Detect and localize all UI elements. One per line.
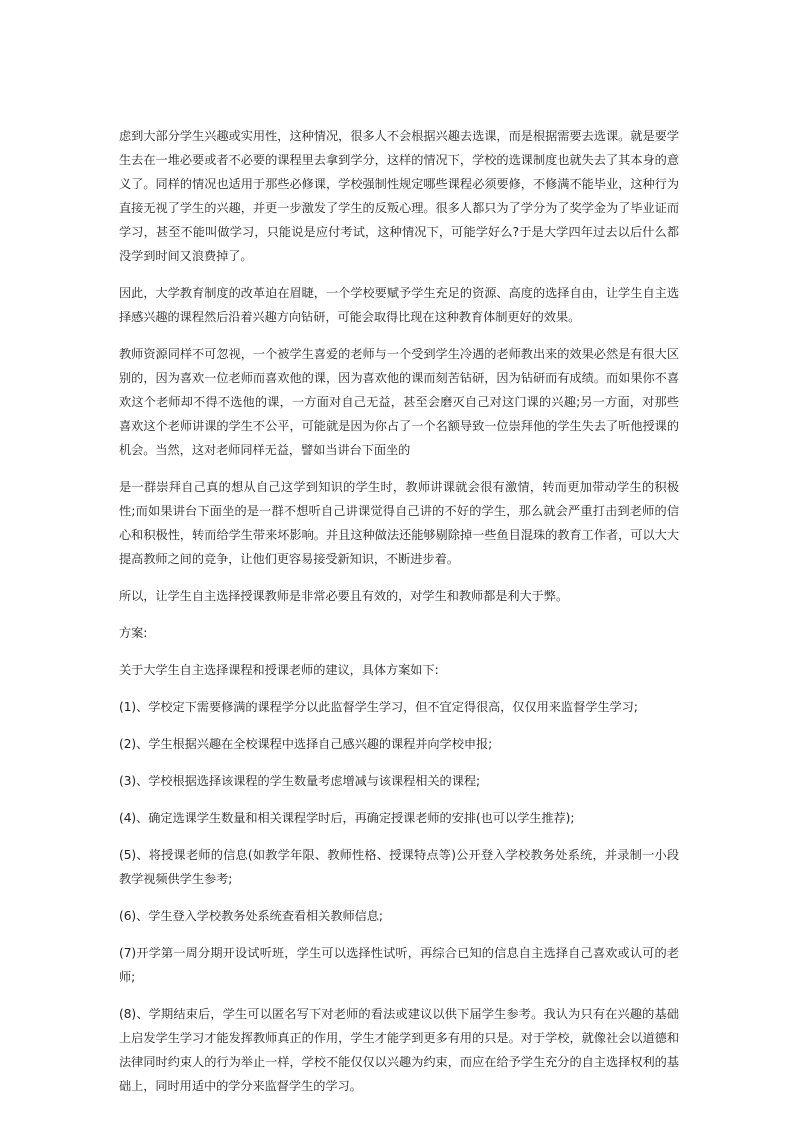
plan-intro: 关于大学生自主选择课程和授课老师的建议，具体方案如下: <box>119 663 439 677</box>
document-body <box>119 124 679 1098</box>
plan-item-5: (5)、将授课老师的信息(如教学年限、教师性格、授课特点等)公开登入学校教务处系统，并录制一小段教学视频供学生参考; <box>119 848 679 886</box>
paragraph-teacher-continued: 是一群崇拜自己真的想从自己这学到知识的学生时，教师讲课就会很有激情，转而更加带动学生的积极性;而如果讲台下面坐的是一群不想听自己讲课觉得自己讲的不好的学生，那么就会严重打击到老师的信心和积极性，转而给学生带来坏影响。并且这种做法还能够剔除掉一些鱼目混珠的教育工作者，可以大大提高教师之间的竞争，让他们更容易接受新知识，不断进步着。 <box>119 480 679 566</box>
paragraph-reform: 因此，大学教育制度的改革迫在眉睫，一个学校要赋予学生充足的资源、高度的选择自由，让学生自主选择感兴趣的课程然后沿着兴趣方向钻研，可能会取得比现在这种教育体制更好的效果。 <box>119 286 679 324</box>
plan-item-1: (1)、学校定下需要修满的课程学分以此监督学生学习，但不宜定得很高，仅仅用来监督学生学习; <box>119 700 638 714</box>
plan-item-2: (2)、学生根据兴趣在全校课程中选择自己感兴趣的课程并向学校申报; <box>119 737 493 751</box>
plan-item-7: (7)开学第一周分期开设试听班，学生可以选择性试听，再综合已知的信息自主选择自己喜欢或认可的老师; <box>119 946 679 984</box>
section-heading-plan: 方案: <box>119 626 148 640</box>
paragraph-course-selection: 虑到大部分学生兴趣或实用性，这种情况，很多人不会根据兴趣去选课，而是根据需要去选课。就是要学生去在一堆必要或者不必要的课程里去拿到学分，这样的情况下，学校的选课制度也就失去了其本身的意义了。同样的情况也适用于那些必修课，学校强制性规定哪些课程必须要修，不修满不能毕业，这种行为直接无视了学生的兴趣，并更一步激发了学生的反叛心理。很多人都只为了学分为了奖学金为了毕业证而学习，甚至不能叫做学习，只能说是应付考试，这种情况下，可能学好么?于是大学四年过去以后什么都没学到时间又浪费掉了。 <box>119 129 679 263</box>
plan-item-6: (6)、学生登入学校教务处系统查看相关教师信息; <box>119 909 383 923</box>
plan-item-3: (3)、学校根据选择该课程的学生数量考虑增减与该课程相关的课程; <box>119 774 481 788</box>
plan-item-8: (8)、学期结束后，学生可以匿名写下对老师的看法或建议以供下届学生参考。我认为只有在兴趣的基础上启发学生学习才能发挥教师真正的作用，学生才能学到更多有用的只是。对于学校，就像社会以道德和法律同时约束人的行为举止一样，学校不能仅仅以兴趣为约束，而应在给予学生充分的自主选择权利的基础上，同时用适中的学分来监督学生的学习。 <box>119 1007 679 1093</box>
paragraph-conclusion: 所以，让学生自主选择授课教师是非常必要且有效的，对学生和教师都是利大于弊。 <box>119 589 569 603</box>
plan-item-4: (4)、确定选课学生数量和相关课程学时后，再确定授课老师的安排(也可以学生推荐); <box>119 811 575 825</box>
paragraph-teacher-resources: 教师资源同样不可忽视，一个被学生喜爱的老师与一个受到学生冷遇的老师教出来的效果必然是有很大区别的，因为喜欢一位老师而喜欢他的课，因为喜欢他的课而刻苦钻研，因为钻研而有成绩。而如果你不喜欢这个老师却不得不选他的课，一方面对自己无益，甚至会磨灭自己对这门课的兴趣;另一方面，对那些喜欢这个老师讲课的学生不公平，可能就是因为你占了一个名额导致一位崇拜他的学生失去了听他授课的机会。当然，这对老师同样无益，譬如当讲台下面坐的 <box>119 347 679 457</box>
